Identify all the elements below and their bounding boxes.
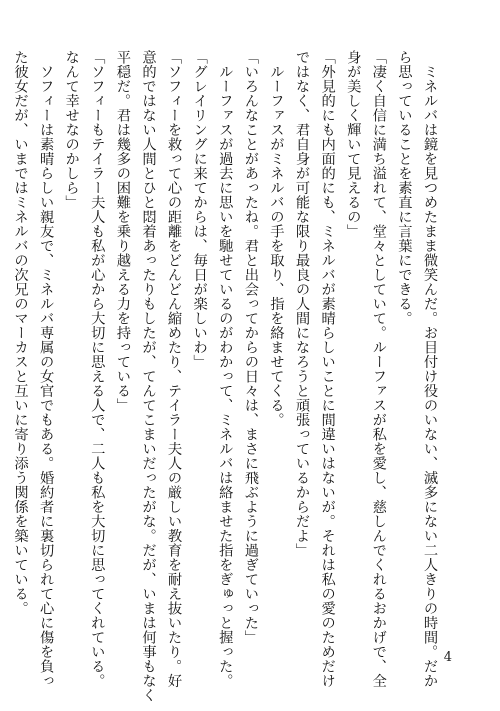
text-line: 「いろんなことがあったね。君と出会ってからの日々は、まさに飛ぶように過ぎていった」 (242, 50, 259, 645)
text-line: 「グレイリングに来てからは、毎日が楽しいわ」 (191, 50, 208, 369)
text-line: た彼女だが、いまではミネルバの次兄のマーカスと互いに寄り添う関係を築いている。 (12, 50, 29, 616)
text-line: 「外見的にも内面的にも、ミネルバが素晴らしいことに間違いはないが。それは私の愛のためだけ (319, 50, 336, 688)
text-line: ではなく、君自身が可能な限り最良の人間になろうと頑張っているからだよ」 (294, 50, 311, 558)
page-number: 4 (443, 650, 452, 665)
text-line: 平穏だ。君は幾多の困難を乗り越える力を持っている」 (114, 50, 131, 413)
text-line: ソフィーは素晴らしい親友で、ミネルバ専属の女官でもある。婚約者に裏切られて心に傷を負っ (38, 50, 55, 688)
text-line: 意的ではない人間とひと悶着あったりもしたが、てんてこまいだったがな。だが、いまは何事もなく (140, 50, 157, 703)
text-line: 「ソフィーを救って心の距離をどんどん縮めたり、テイラー夫人の厳しい教育を耐え抜いたり。好 (166, 50, 183, 688)
text-line: 「ソフィーもテイラー夫人も私が心から大切に思える人で、二人も私を大切に思ってくれている。 (89, 50, 106, 688)
text-line: ルーファスが過去に思いを馳せているのがわかって、ミネルバは絡ませた指をぎゅっと握った。 (217, 50, 234, 688)
text-line: ルーファスがミネルバの手を取り、指を絡ませてくる。 (268, 50, 285, 427)
text-line: ミネルバは鏡を見つめたまま微笑んだ。お目付け役のいない、滅多にない二人きりの時間。だか (422, 50, 438, 688)
text-line: ら思っていることを素直に言葉にできる。 (396, 50, 413, 326)
text-line: 「凄く自信に満ち溢れて、堂々としていて。ルーファスが私を愛し、慈しんでくれるおかげで、全 (370, 50, 387, 688)
body-text (12, 50, 442, 703)
text-line: なんて幸せなのかしら」 (63, 50, 80, 210)
text-line: 身が美しく輝いて見えるの」 (345, 50, 362, 239)
